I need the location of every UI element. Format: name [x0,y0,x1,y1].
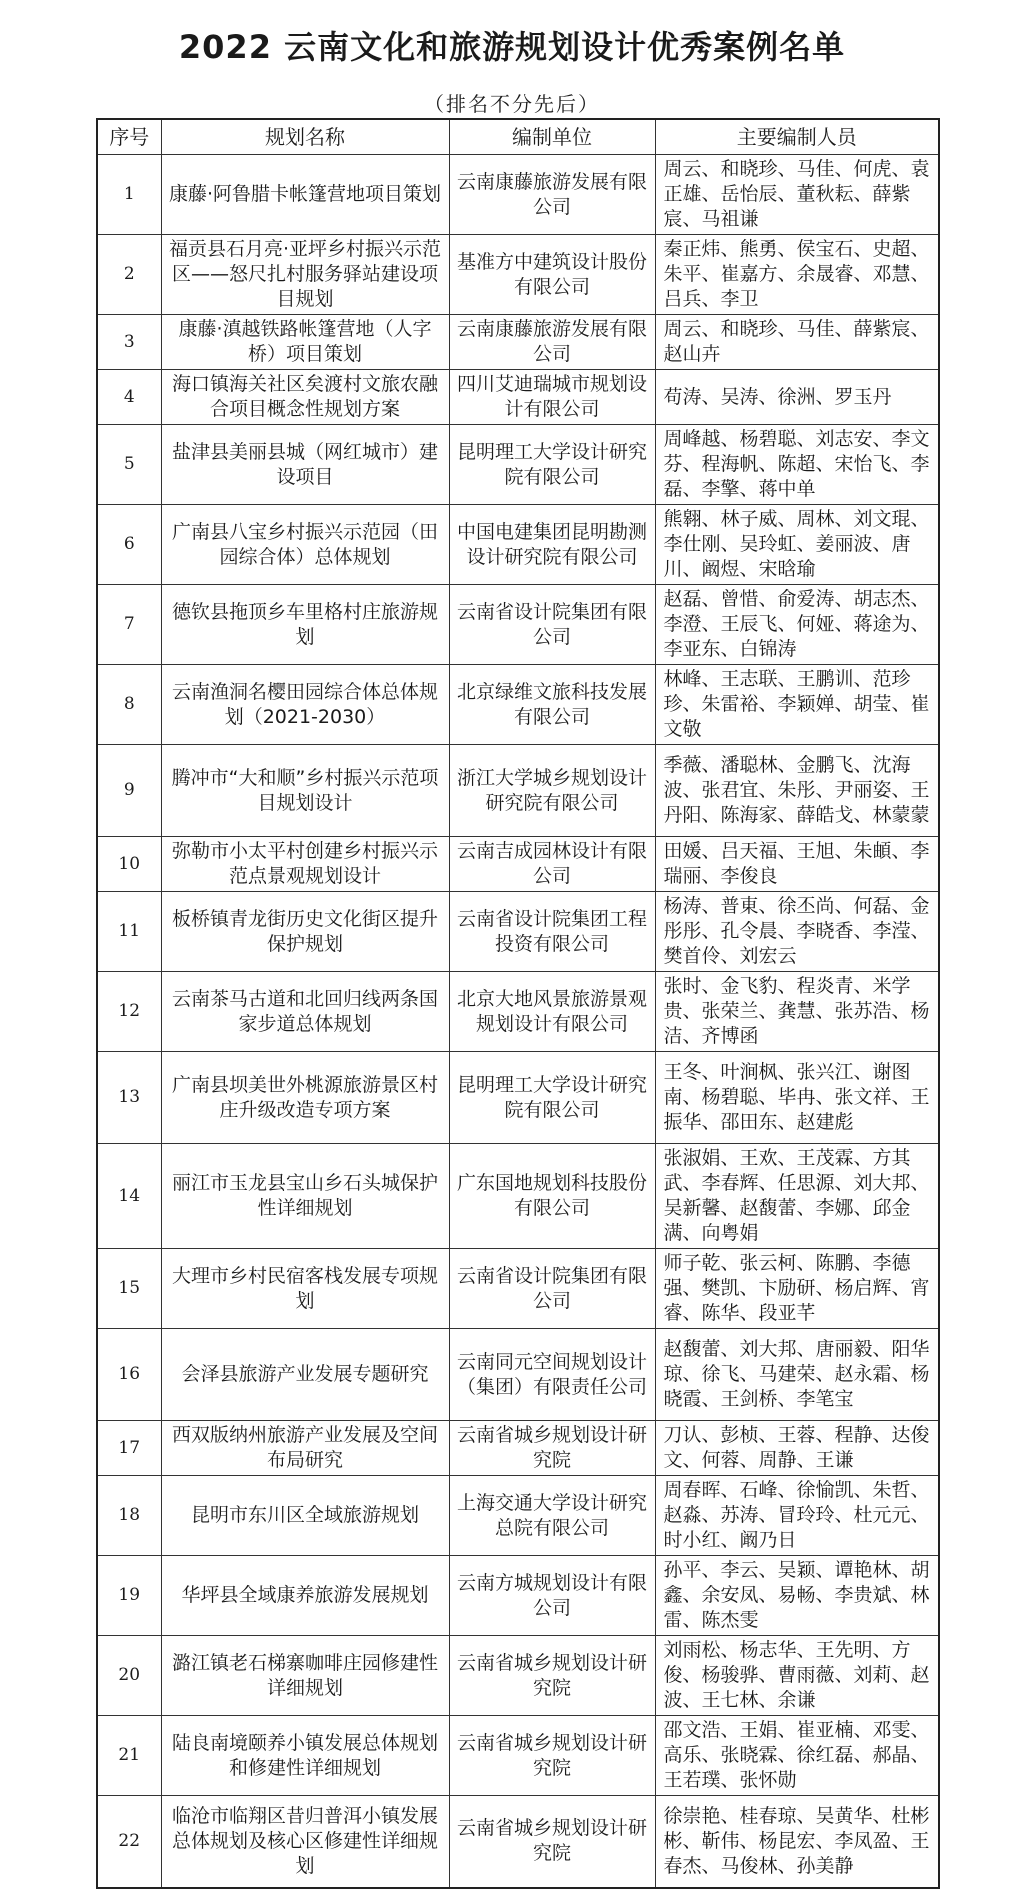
header-no: 序号 [97,119,161,155]
plan-name-cell: 云南茶马古道和北回归线两条国家步道总体规划 [161,972,449,1052]
table-row [97,235,939,315]
table-row [97,1556,939,1636]
people-cell: 田媛、吕天福、王旭、朱頔、李瑞丽、李俊良 [655,837,939,892]
row-number: 12 [97,972,161,1052]
unit-cell: 云南方城规划设计有限公司 [449,1556,655,1636]
row-number: 4 [97,370,161,425]
people-cell: 周云、和晓珍、马佳、薛紫宸、赵山卉 [655,315,939,370]
plan-name-cell: 广南县八宝乡村振兴示范园（田园综合体）总体规划 [161,505,449,585]
row-number: 11 [97,892,161,972]
cases-table [96,118,940,1889]
table-row [97,1796,939,1888]
people-cell: 周春晖、石峰、徐愉凯、朱哲、赵淼、苏涛、冒玲玲、杜元元、时小红、阚乃日 [655,1476,939,1556]
plan-name-cell: 盐津县美丽县城（网红城市）建设项目 [161,425,449,505]
people-cell: 季薇、潘聪林、金鹏飞、沈海波、张君宜、朱彤、尹丽姿、王丹阳、陈海家、薛皓戈、林蒙蒙 [655,745,939,837]
unit-cell: 云南省城乡规划设计研究院 [449,1421,655,1476]
plan-name-cell: 临沧市临翔区昔归普洱小镇发展总体规划及核心区修建性详细规划 [161,1796,449,1888]
plan-name-cell: 康藤·阿鲁腊卡帐篷营地项目策划 [161,155,449,235]
plan-name-cell: 昆明市东川区全域旅游规划 [161,1476,449,1556]
document-title: 2022 云南文化和旅游规划设计优秀案例名单 [178,28,846,66]
table-row [97,665,939,745]
unit-cell: 四川艾迪瑞城市规划设计有限公司 [449,370,655,425]
people-cell: 熊翱、林子威、周林、刘文琨、李仕刚、吴玲虹、姜丽波、唐川、阚煜、宋晗瑜 [655,505,939,585]
unit-cell: 云南省城乡规划设计研究院 [449,1716,655,1796]
row-number: 3 [97,315,161,370]
people-cell: 林峰、王志联、王鹏训、范珍珍、朱雷裕、李颖婵、胡莹、崔文敬 [655,665,939,745]
table-row [97,1636,939,1716]
unit-cell: 云南吉成园林设计有限公司 [449,837,655,892]
row-number: 10 [97,837,161,892]
table-row [97,1144,939,1249]
row-number: 8 [97,665,161,745]
people-cell: 赵馥蕾、刘大邦、唐丽毅、阳华琼、徐飞、马建荣、赵永霜、杨晓霞、王剑桥、李笔宝 [655,1329,939,1421]
table-row [97,370,939,425]
people-cell: 赵磊、曾惜、俞爱涛、胡志杰、李澄、王辰飞、何娅、蒋途为、李亚东、白锦涛 [655,585,939,665]
table-row [97,505,939,585]
people-cell: 徐崇艳、桂春琼、吴黄华、杜彬彬、靳伟、杨昆宏、李凤盈、王春杰、马俊林、孙美静 [655,1796,939,1888]
row-number: 14 [97,1144,161,1249]
table-row [97,1476,939,1556]
unit-cell: 云南省城乡规划设计研究院 [449,1636,655,1716]
table-row [97,745,939,837]
plan-name-cell: 丽江市玉龙县宝山乡石头城保护性详细规划 [161,1144,449,1249]
row-number: 17 [97,1421,161,1476]
people-cell: 孙平、李云、吴颖、谭艳林、胡鑫、余安凤、易畅、李贵斌、林雷、陈杰雯 [655,1556,939,1636]
unit-cell: 北京绿维文旅科技发展有限公司 [449,665,655,745]
header-unit: 编制单位 [449,119,655,155]
plan-name-cell: 云南渔洞名樱田园综合体总体规划（2021-2030） [161,665,449,745]
unit-cell: 北京大地风景旅游景观规划设计有限公司 [449,972,655,1052]
table-row [97,1716,939,1796]
people-cell: 杨涛、普東、徐丕尚、何磊、金彤彤、孔令晨、李晓香、李滢、樊首伶、刘宏云 [655,892,939,972]
people-cell: 周峰越、杨碧聪、刘志安、李文芬、程海帆、陈超、宋怡飞、李磊、李擎、蒋中单 [655,425,939,505]
plan-name-cell: 广南县坝美世外桃源旅游景区村庄升级改造专项方案 [161,1052,449,1144]
table-row [97,585,939,665]
row-number: 16 [97,1329,161,1421]
unit-cell: 云南康藤旅游发展有限公司 [449,155,655,235]
table-row [97,1052,939,1144]
row-number: 5 [97,425,161,505]
plan-name-cell: 康藤·滇越铁路帐篷营地（人字桥）项目策划 [161,315,449,370]
row-number: 1 [97,155,161,235]
unit-cell: 云南省设计院集团工程投资有限公司 [449,892,655,972]
people-cell: 秦正炜、熊勇、侯宝石、史超、朱平、崔嘉方、余晟睿、邓慧、吕兵、李卫 [655,235,939,315]
people-cell: 王冬、叶涧枫、张兴江、谢图南、杨碧聪、毕冉、张文祥、王振华、邵田东、赵建彪 [655,1052,939,1144]
people-cell: 苟涛、吴涛、徐洲、罗玉丹 [655,370,939,425]
row-number: 13 [97,1052,161,1144]
unit-cell: 昆明理工大学设计研究院有限公司 [449,425,655,505]
header-plan-name: 规划名称 [161,119,449,155]
unit-cell: 广东国地规划科技股份有限公司 [449,1144,655,1249]
row-number: 15 [97,1249,161,1329]
document-subtitle: （排名不分先后） [424,92,600,116]
plan-name-cell: 会泽县旅游产业发展专题研究 [161,1329,449,1421]
unit-cell: 云南省设计院集团有限公司 [449,585,655,665]
row-number: 9 [97,745,161,837]
row-number: 22 [97,1796,161,1888]
table-row [97,1329,939,1421]
plan-name-cell: 大理市乡村民宿客栈发展专项规划 [161,1249,449,1329]
plan-name-cell: 潞江镇老石梯寨咖啡庄园修建性详细规划 [161,1636,449,1716]
people-cell: 刀认、彭桢、王蓉、程静、达俊文、何蓉、周静、王谦 [655,1421,939,1476]
plan-name-cell: 西双版纳州旅游产业发展及空间布局研究 [161,1421,449,1476]
table-row [97,972,939,1052]
plan-name-cell: 腾冲市“大和顺”乡村振兴示范项目规划设计 [161,745,449,837]
plan-name-cell: 福贡县石月亮·亚坪乡村振兴示范区——怒尺扎村服务驿站建设项目规划 [161,235,449,315]
people-cell: 邵文浩、王娟、崔亚楠、邓雯、高乐、张晓霖、徐红磊、郝晶、王若璞、张怀勋 [655,1716,939,1796]
table-header-row [97,119,939,155]
unit-cell: 昆明理工大学设计研究院有限公司 [449,1052,655,1144]
unit-cell: 上海交通大学设计研究总院有限公司 [449,1476,655,1556]
people-cell: 周云、和晓珍、马佳、何虎、袁正雄、岳怡辰、董秋耘、薛紫宸、马祖谦 [655,155,939,235]
people-cell: 刘雨松、杨志华、王先明、方俊、杨骏骅、曹雨薇、刘莉、赵波、王七林、余谦 [655,1636,939,1716]
plan-name-cell: 陆良南境颐养小镇发展总体规划和修建性详细规划 [161,1716,449,1796]
table-row [97,1249,939,1329]
plan-name-cell: 板桥镇青龙街历史文化街区提升保护规划 [161,892,449,972]
unit-cell: 云南省城乡规划设计研究院 [449,1796,655,1888]
header-people: 主要编制人员 [655,119,939,155]
row-number: 20 [97,1636,161,1716]
plan-name-cell: 华坪县全域康养旅游发展规划 [161,1556,449,1636]
plan-name-cell: 弥勒市小太平村创建乡村振兴示范点景观规划设计 [161,837,449,892]
people-cell: 师子乾、张云柯、陈鹏、李德强、樊凯、卞励研、杨启辉、宵睿、陈华、段亚芊 [655,1249,939,1329]
people-cell: 张时、金飞豹、程炎青、米学贵、张荣兰、龚慧、张苏浩、杨洁、齐博函 [655,972,939,1052]
table-row [97,1421,939,1476]
unit-cell: 云南康藤旅游发展有限公司 [449,315,655,370]
unit-cell: 基准方中建筑设计股份有限公司 [449,235,655,315]
table-row [97,892,939,972]
row-number: 7 [97,585,161,665]
row-number: 6 [97,505,161,585]
table-row [97,155,939,235]
people-cell: 张淑娟、王欢、王茂霖、方其武、李春辉、任思源、刘大邦、吴新馨、赵馥蕾、李娜、邱金满、向粤娟 [655,1144,939,1249]
row-number: 21 [97,1716,161,1796]
unit-cell: 浙江大学城乡规划设计研究院有限公司 [449,745,655,837]
unit-cell: 云南同元空间规划设计（集团）有限责任公司 [449,1329,655,1421]
row-number: 2 [97,235,161,315]
row-number: 19 [97,1556,161,1636]
row-number: 18 [97,1476,161,1556]
unit-cell: 云南省设计院集团有限公司 [449,1249,655,1329]
table-row [97,837,939,892]
table-row [97,425,939,505]
table-row [97,315,939,370]
plan-name-cell: 海口镇海关社区矣渡村文旅农融合项目概念性规划方案 [161,370,449,425]
plan-name-cell: 德钦县拖顶乡车里格村庄旅游规划 [161,585,449,665]
unit-cell: 中国电建集团昆明勘测设计研究院有限公司 [449,505,655,585]
